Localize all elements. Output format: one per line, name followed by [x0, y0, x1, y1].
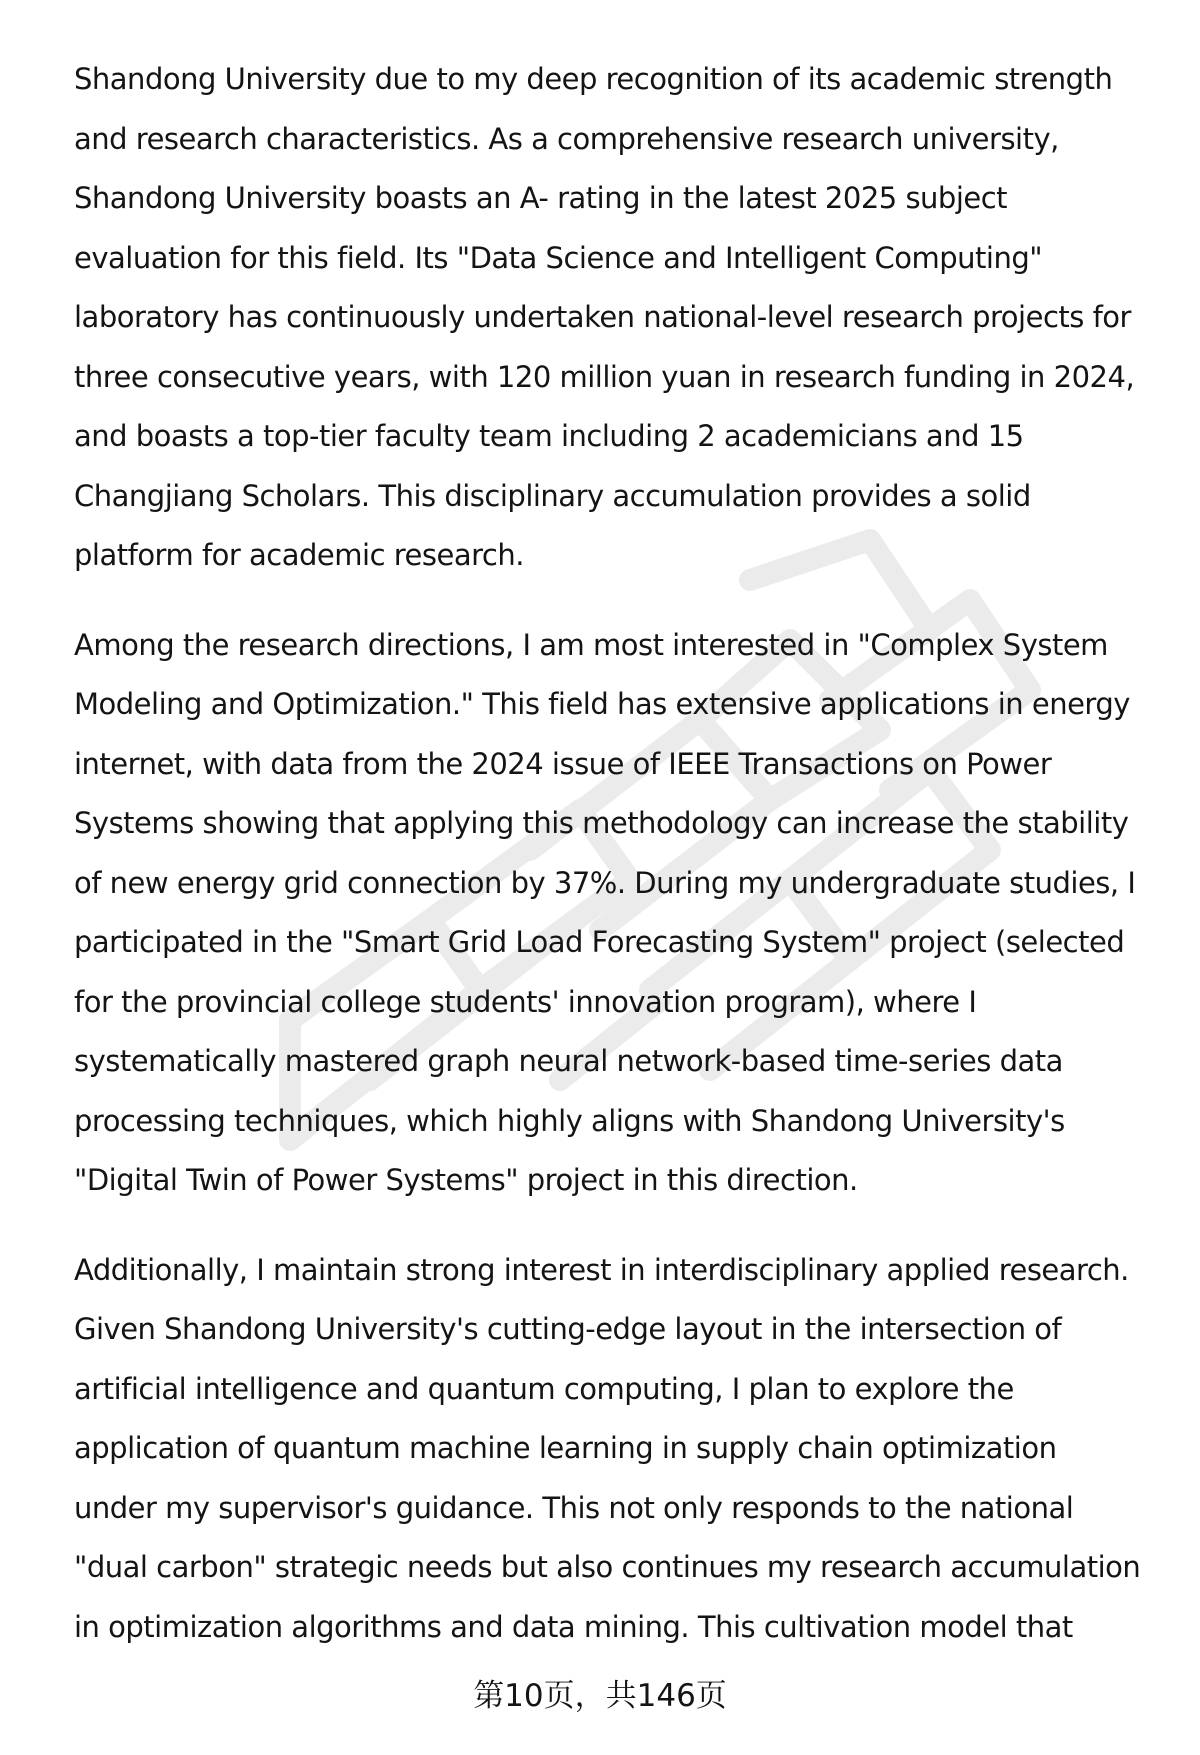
- text-line: Shandong University boasts an A- rating in the latest 2025 subject: [74, 181, 1008, 215]
- text-line: Given Shandong University's cutting-edge layout in the intersection of: [74, 1312, 1062, 1346]
- text-line: Systems showing that applying this methodology can increase the stability: [74, 806, 1129, 840]
- text-line: internet, with data from the 2024 issue of IEEE Transactions on Power: [74, 746, 1052, 781]
- text-line: of new energy grid connection by 37%. During my undergraduate studies, I: [74, 865, 1136, 900]
- paragraph-3: [74, 1241, 1154, 1658]
- text-line: Shandong University due to my deep recognition of its academic strength: [74, 62, 1113, 96]
- text-line: under my supervisor's guidance. This not only responds to the national: [74, 1490, 1074, 1525]
- text-line: laboratory has continuously undertaken national-level research projects for: [74, 300, 1131, 334]
- text-line: three consecutive years, with 120 million yuan in research funding in 2024,: [74, 359, 1135, 394]
- text-line: and boasts a top-tier faculty team including 2 academicians and 15: [74, 419, 1024, 453]
- text-line: in optimization algorithms and data mining. This cultivation model that: [74, 1609, 1073, 1644]
- text-line: processing techniques, which highly aligns with Shandong University's: [74, 1103, 1065, 1138]
- text-line: Among the research directions, I am most interested in "Complex System: [74, 627, 1108, 662]
- document-body: [74, 50, 1154, 1687]
- text-line: systematically mastered graph neural network-based time-series data: [74, 1044, 1063, 1078]
- text-line: for the provincial college students' innovation program), where I: [74, 984, 977, 1019]
- text-line: Additionally, I maintain strong interest in interdisciplinary applied research.: [74, 1252, 1129, 1287]
- text-line: Changjiang Scholars. This disciplinary accumulation provides a solid: [74, 478, 1031, 513]
- text-line: artificial intelligence and quantum computing, I plan to explore the: [74, 1371, 1014, 1406]
- text-line: "dual carbon" strategic needs but also continues my research accumulation: [74, 1550, 1141, 1584]
- paragraph-1: [74, 50, 1154, 586]
- text-line: and research characteristics. As a comprehensive research university,: [74, 121, 1059, 156]
- page-number-footer: 第10页，共146页: [473, 1678, 727, 1714]
- text-line: platform for academic research.: [74, 538, 524, 572]
- text-line: participated in the "Smart Grid Load Forecasting System" project (selected: [74, 925, 1125, 959]
- paragraph-2: [74, 616, 1154, 1211]
- text-line: application of quantum machine learning in supply chain optimization: [74, 1431, 1057, 1465]
- text-line: evaluation for this field. Its "Data Science and Intelligent Computing": [74, 240, 1043, 275]
- text-line: Modeling and Optimization." This field has extensive applications in energy: [74, 687, 1130, 721]
- text-line: "Digital Twin of Power Systems" project in this direction.: [74, 1163, 858, 1197]
